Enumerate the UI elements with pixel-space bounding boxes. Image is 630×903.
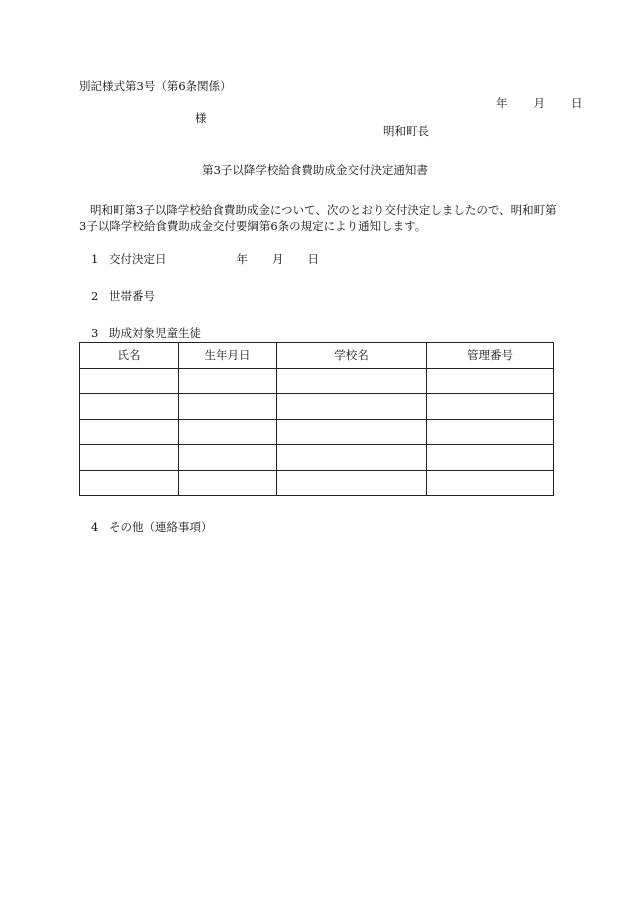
- cell-name: [80, 419, 179, 445]
- section-number: 3: [91, 326, 99, 340]
- cell-management-number: [427, 394, 554, 420]
- cell-birthdate: [179, 470, 277, 496]
- section-number: 4: [91, 520, 99, 534]
- cell-school: [277, 445, 427, 471]
- year-label: 年: [236, 252, 248, 266]
- cell-birthdate: [179, 445, 277, 471]
- section-number: 2: [91, 289, 99, 303]
- cell-birthdate: [179, 419, 277, 445]
- table-header-row: [80, 343, 554, 369]
- section-number: 1: [91, 252, 99, 266]
- decision-date: [237, 252, 320, 268]
- section-label: その他（連絡事項）: [109, 520, 213, 534]
- section-label: 助成対象児童生徒: [109, 326, 201, 340]
- section-household-number: [91, 289, 155, 305]
- document-title: 第3子以降学校給食費助成金交付決定通知書: [202, 163, 428, 177]
- year-label: 年: [496, 96, 508, 110]
- table-row: [80, 445, 554, 471]
- header-management-number: 管理番号: [427, 343, 554, 369]
- table-row: [80, 368, 554, 394]
- form-number: 別記様式第3号（第6条関係）: [79, 79, 232, 93]
- cell-management-number: [427, 419, 554, 445]
- month-label: 月: [272, 252, 284, 266]
- cell-name: [80, 368, 179, 394]
- issuer: 明和町長: [383, 124, 429, 138]
- section-decision-date: [91, 252, 319, 268]
- issue-date: [470, 96, 583, 112]
- cell-school: [277, 470, 427, 496]
- cell-birthdate: [179, 368, 277, 394]
- addressee-suffix: 様: [195, 111, 207, 125]
- cell-management-number: [427, 368, 554, 394]
- header-name: 氏名: [80, 343, 179, 369]
- table-row: [80, 470, 554, 496]
- section-other-notes: [91, 520, 213, 536]
- cell-school: [277, 394, 427, 420]
- month-label: 月: [533, 96, 545, 110]
- section-target-children: [91, 326, 201, 342]
- cell-management-number: [427, 470, 554, 496]
- cell-management-number: [427, 445, 554, 471]
- table-row: [80, 394, 554, 420]
- day-label: 日: [307, 252, 319, 266]
- section-label: 世帯番号: [109, 289, 155, 303]
- cell-name: [80, 445, 179, 471]
- day-label: 日: [571, 96, 583, 110]
- cell-birthdate: [179, 394, 277, 420]
- body-text: 明和町第3子以降学校給食費助成金について、次のとおり交付決定しましたので、明和町第3子以降学校給食費助成金交付要綱第6条の規定により通知します。: [79, 203, 557, 234]
- table-row: [80, 419, 554, 445]
- header-school: 学校名: [277, 343, 427, 369]
- section-label: 交付決定日: [109, 252, 167, 266]
- cell-name: [80, 394, 179, 420]
- children-table: [79, 342, 554, 496]
- cell-name: [80, 470, 179, 496]
- header-birthdate: 生年月日: [179, 343, 277, 369]
- cell-school: [277, 419, 427, 445]
- cell-school: [277, 368, 427, 394]
